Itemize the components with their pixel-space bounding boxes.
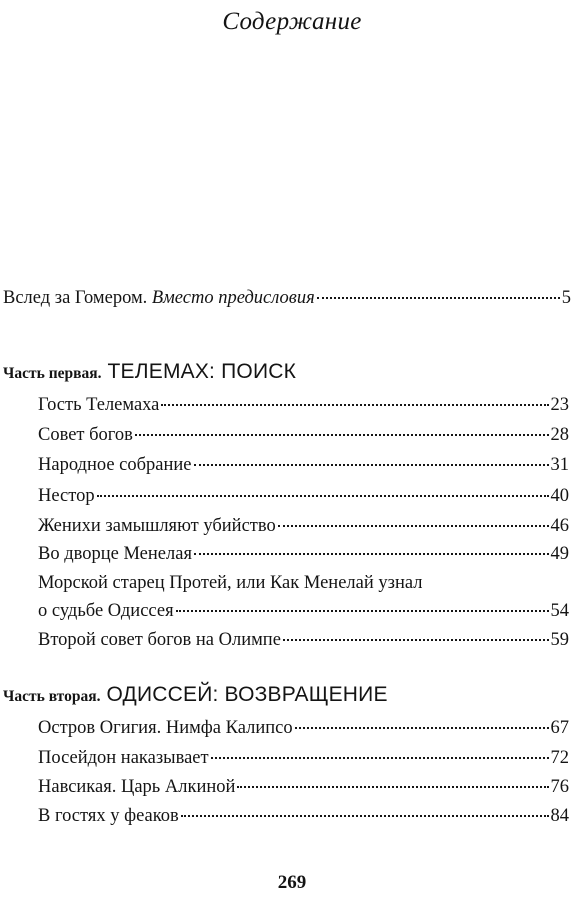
toc-page-number: 54 xyxy=(550,601,569,621)
dot-leader xyxy=(295,727,549,729)
page-title: Содержание xyxy=(222,8,362,35)
part-separator: . xyxy=(96,688,101,705)
toc-entry[interactable] xyxy=(38,598,569,624)
toc-entry-label-line1: Морской старец Протей, или Как Менелай узнал xyxy=(38,573,423,593)
dot-leader xyxy=(181,815,549,817)
toc-entry[interactable] xyxy=(38,513,569,539)
toc-entry-label: о судьбе Одиссея xyxy=(38,601,174,621)
toc-page-number: 49 xyxy=(550,544,569,564)
dot-leader xyxy=(237,786,548,788)
toc-page-number: 23 xyxy=(550,395,569,415)
part-label: Часть первая xyxy=(3,365,98,382)
toc-entry[interactable] xyxy=(38,422,569,448)
toc-entry-label: Женихи замышляют убийство xyxy=(38,516,276,536)
dot-leader xyxy=(161,404,548,406)
toc-entry[interactable] xyxy=(38,452,569,478)
toc-entry-label: В гостях у феаков xyxy=(38,806,179,826)
toc-entry-preface[interactable] xyxy=(3,285,571,311)
toc-page-number: 46 xyxy=(550,516,569,536)
toc-entry[interactable] xyxy=(38,627,569,653)
toc-page-number: 72 xyxy=(550,748,569,768)
toc-page-number: 59 xyxy=(550,630,569,650)
toc-entry[interactable] xyxy=(38,392,569,418)
toc-entry[interactable] xyxy=(38,745,569,771)
toc-entry-label: Совет богов xyxy=(38,425,133,445)
dot-leader xyxy=(176,610,549,612)
toc-entry[interactable] xyxy=(38,803,569,829)
toc-entry[interactable] xyxy=(38,715,569,741)
toc-entry-label: Посейдон наказывает xyxy=(38,748,209,768)
toc-entry-label xyxy=(3,285,315,311)
toc-entry[interactable] xyxy=(38,774,569,800)
dot-leader xyxy=(211,757,549,759)
part-label: Часть вторая xyxy=(3,688,97,705)
toc-entry-label: Навсикая. Царь Алкиной xyxy=(38,777,236,797)
dot-leader xyxy=(135,434,549,436)
toc-page-number: 31 xyxy=(550,455,569,475)
toc-entry-label: Гость Телемаха xyxy=(38,395,160,415)
toc-entry-label: Второй совет богов на Олимпе xyxy=(38,630,281,650)
toc-page-number: 40 xyxy=(550,486,569,506)
toc-entry-label: Во дворце Менелая xyxy=(38,544,192,564)
toc-entry[interactable] xyxy=(38,541,569,567)
dot-leader xyxy=(194,464,549,466)
part-heading-1 xyxy=(3,360,296,384)
toc-page-number: 84 xyxy=(550,806,569,826)
preface-title: Вслед за Гомером. xyxy=(3,288,148,308)
dot-leader xyxy=(283,639,549,641)
toc-page-number: 5 xyxy=(561,288,571,308)
footer-page-number: 269 xyxy=(277,872,307,893)
part-heading-2 xyxy=(3,683,388,707)
dot-leader xyxy=(278,525,549,527)
toc-page-number: 76 xyxy=(550,777,569,797)
part-separator: . xyxy=(97,365,102,382)
part-name: ОДИССЕЙ: ВОЗВРАЩЕНИЕ xyxy=(106,683,388,706)
toc-entry-label: Народное собрание xyxy=(38,455,192,475)
toc-page-number: 67 xyxy=(550,718,569,738)
toc-entry-label: Остров Огигия. Нимфа Калипсо xyxy=(38,718,293,738)
toc-page-number: 28 xyxy=(550,425,569,445)
preface-subtitle: Вместо предисловия xyxy=(151,288,315,308)
toc-entry[interactable] xyxy=(38,483,569,509)
toc-entry-label: Нестор xyxy=(38,486,95,506)
dot-leader xyxy=(97,495,549,497)
dot-leader xyxy=(194,553,549,555)
part-name: ТЕЛЕМАХ: ПОИСК xyxy=(107,360,297,383)
dot-leader xyxy=(317,297,560,299)
